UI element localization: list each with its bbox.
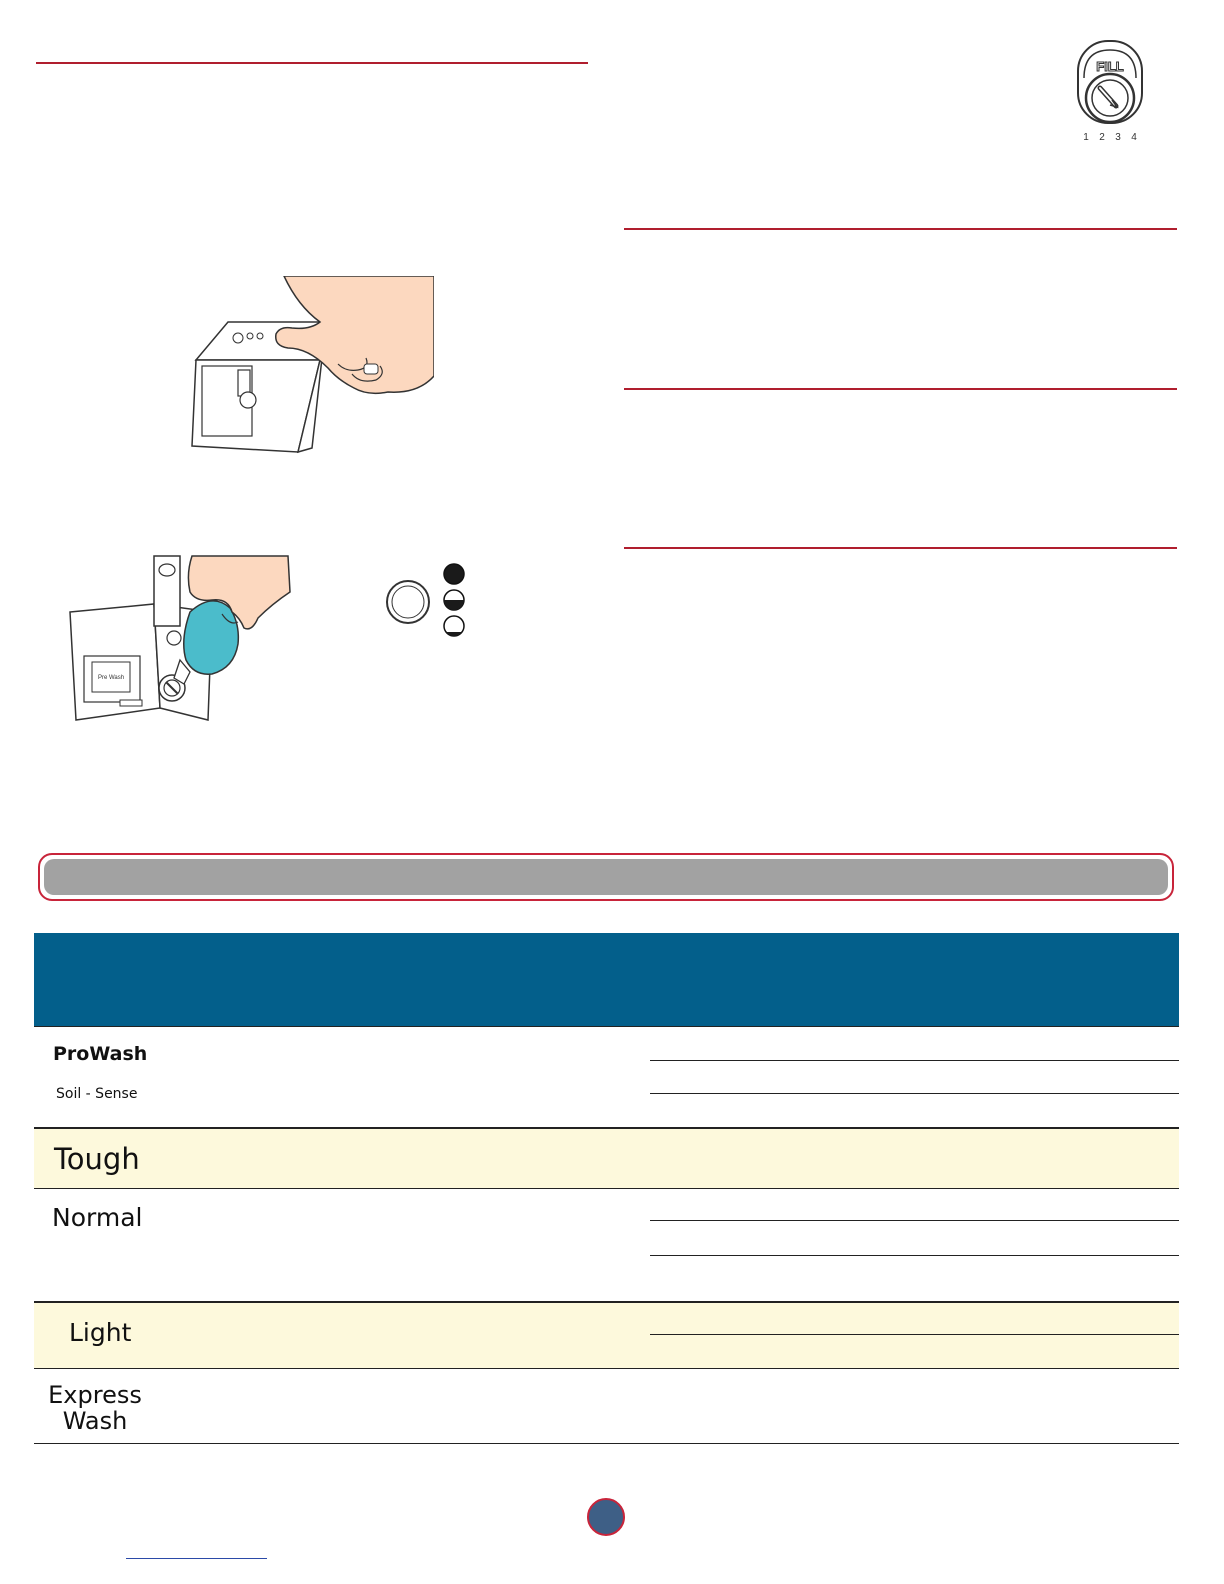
- dial-number-4: 4: [1131, 132, 1137, 143]
- section-heading-band-fill: [44, 859, 1168, 895]
- section-rule-right-2: [624, 388, 1177, 390]
- cycle-table-header: [34, 933, 1179, 1027]
- rinse-aid-dial-illustration: [1072, 38, 1148, 146]
- rinse-aid-level-indicator: [384, 560, 468, 642]
- cycle-row-tough: [34, 1128, 1179, 1189]
- pre-wash-label: Pre Wash: [97, 675, 125, 681]
- section-heading-band: [38, 853, 1174, 901]
- cycle-row-express-wash: [34, 1369, 1179, 1444]
- row-divider: [650, 1255, 1179, 1256]
- dispenser-lid-press-illustration: [188, 276, 434, 454]
- row-divider: [650, 1093, 1179, 1094]
- cycle-name: Express Wash: [48, 1381, 142, 1435]
- cycle-name: Tough: [54, 1142, 140, 1176]
- dial-number-1: 1: [1083, 132, 1089, 143]
- cycle-name: ProWash: [53, 1043, 148, 1065]
- cycle-row-normal: [34, 1189, 1179, 1302]
- footer-link[interactable]: [126, 1558, 267, 1559]
- section-rule-right-3: [624, 547, 1177, 549]
- section-rule-right-1: [624, 228, 1177, 230]
- cycle-name: Normal: [52, 1203, 143, 1232]
- dial-number-3: 3: [1115, 132, 1121, 143]
- row-divider: [650, 1220, 1179, 1221]
- page-number-badge: [587, 1498, 625, 1536]
- cycle-name: Light: [69, 1318, 132, 1347]
- rinse-aid-pour-illustration: [62, 552, 294, 730]
- dial-fill-label: FILL: [1096, 59, 1124, 74]
- row-divider: [650, 1334, 1179, 1335]
- row-divider: [650, 1060, 1179, 1061]
- cycle-row-light: [34, 1302, 1179, 1369]
- section-rule-top-left: [36, 62, 588, 64]
- cycle-row-prowash: [34, 1027, 1179, 1128]
- dial-number-2: 2: [1099, 132, 1105, 143]
- cycle-subtitle: Soil - Sense: [56, 1086, 138, 1102]
